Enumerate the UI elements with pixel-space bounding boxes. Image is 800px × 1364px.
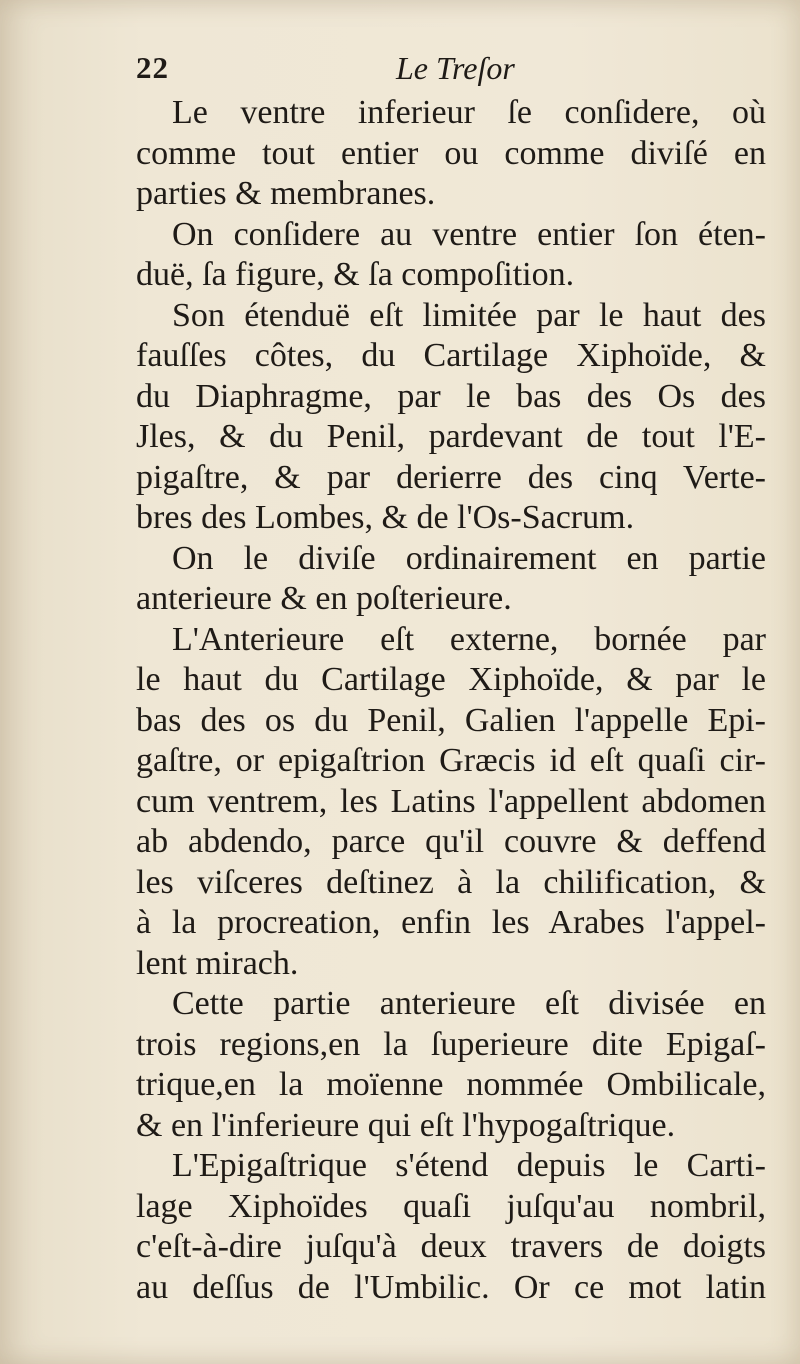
text-line: & en l'inferieure qui eſt l'hypogaſtrique. (136, 1106, 676, 1144)
text-line: lent mirach. (136, 944, 299, 982)
text-line: les viſceres deſtinez à la chilification, & (136, 863, 766, 901)
text-line: parties & membranes. (136, 175, 436, 212)
text-line: fauſſes côtes, du Cartilage Xiphoïde, & (136, 337, 766, 374)
text-line: lage Xiphoïdes quaſi juſqu'au nombril, (136, 1187, 766, 1225)
text-line: trois regions,en la ſuperieure dite Epigaſ- (136, 1025, 766, 1063)
text-line: cum ventrem, les Latins l'appellent abdomen (136, 782, 766, 820)
text-line: bas des os du Penil, Galien l'appelle Epi- (136, 701, 766, 739)
text-line: L'Anterieure eſt externe, bornée par (172, 620, 766, 658)
text-line: trique,en la moïenne nommée Ombilicale, (136, 1066, 766, 1103)
text-line: comme tout entier ou comme diviſé en (136, 134, 766, 172)
text-line: du Diaphragme, par le bas des Os des (136, 377, 766, 415)
text-line: c'eſt-à-dire juſqu'à deux travers de doigts (136, 1228, 766, 1265)
text-line: Le ventre inferieur ſe conſidere, où (172, 94, 766, 131)
page-number: 22 (136, 50, 169, 85)
text-line: ab abdendo, parce qu'il couvre & deffend (136, 823, 766, 860)
page-header (136, 50, 766, 90)
text-line: anterieure & en poſterieure. (136, 580, 512, 617)
running-title: Le Treſor (396, 50, 515, 86)
text-line: On le diviſe ordinairement en partie (172, 539, 766, 577)
text-line: duë, ſa figure, & ſa compoſition. (136, 256, 575, 293)
text-body (136, 93, 766, 1308)
text-line: Cette partie anterieure eſt divisée en (172, 985, 766, 1022)
text-line: Jles, & du Penil, pardevant de tout l'E- (136, 418, 766, 455)
text-line: On conſidere au ventre entier ſon éten- (172, 215, 766, 253)
text-line: L'Epigaſtrique s'étend depuis le Carti- (172, 1147, 766, 1184)
text-line: bres des Lombes, & de l'Os-Sacrum. (136, 499, 635, 536)
text-line: à la procreation, enfin les Arabes l'appel- (136, 904, 766, 941)
text-line: pigaſtre, & par derierre des cinq Verte- (136, 458, 766, 496)
text-line: Son étenduë eſt limitée par le haut des (172, 296, 766, 334)
text-line: gaſtre, or epigaſtrion Græcis id eſt quaſi cir- (136, 742, 766, 779)
text-line: au deſſus de l'Umbilic. Or ce mot latin (136, 1268, 766, 1306)
text-line: le haut du Cartilage Xiphoïde, & par le (136, 661, 766, 698)
